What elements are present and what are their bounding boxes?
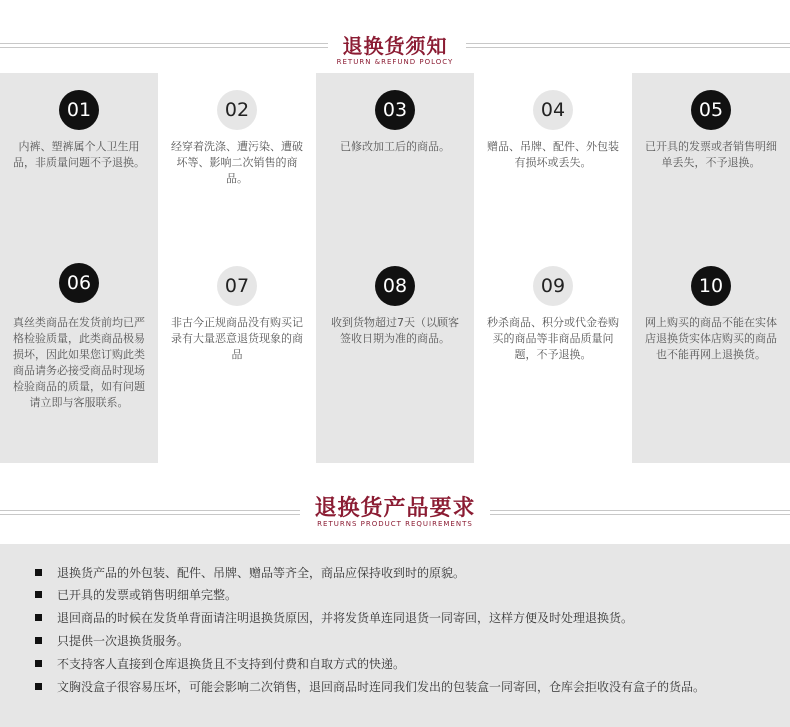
requirement-text: 文胸没盒子很容易压坏，可能会影响二次销售，退回商品时连同我们发出的包装盒一同寄回，仓库会拒收没有盒子的货品。 — [57, 680, 706, 694]
policy-text: 已修改加工后的商品。 — [340, 140, 450, 153]
bullet-icon — [35, 591, 42, 598]
policy-card — [158, 73, 316, 245]
requirements-header — [0, 463, 790, 544]
policy-number: 02 — [217, 90, 257, 130]
policy-card — [0, 73, 158, 245]
policy-number: 01 — [59, 90, 99, 130]
policy-number: 04 — [533, 90, 573, 130]
requirements-list — [0, 544, 790, 727]
policy-number: 05 — [691, 90, 731, 130]
list-item — [35, 607, 633, 629]
policy-text: 经穿着洗涤、遭污染、遭破坏等、影响二次销售的商品。 — [171, 140, 303, 185]
bullet-icon — [35, 637, 42, 644]
policy-subtitle: RETURN &REFUND POLOCY — [336, 58, 454, 66]
policy-number: 07 — [217, 266, 257, 306]
policy-grid — [0, 73, 790, 463]
policy-card — [474, 245, 632, 463]
policy-header — [0, 0, 790, 73]
policy-text: 内裤、塑裤属个人卫生用品，非质量问题不予退换。 — [13, 140, 145, 169]
requirements-subtitle: RETURNS PRODUCT REQUIREMENTS — [317, 520, 473, 528]
requirements-title: 退换货产品要求 — [314, 495, 476, 521]
list-item — [35, 630, 189, 652]
policy-card — [316, 245, 474, 463]
list-item — [35, 584, 237, 606]
policy-number: 06 — [59, 263, 99, 303]
bullet-icon — [35, 683, 42, 690]
policy-card — [632, 73, 790, 245]
policy-number: 09 — [533, 266, 573, 306]
list-item — [35, 676, 705, 698]
policy-number: 03 — [375, 90, 415, 130]
policy-card — [158, 245, 316, 463]
requirement-text: 只提供一次退换货服务。 — [57, 634, 190, 648]
policy-text: 收到货物超过7天（以顾客签收日期为准的商品。 — [331, 316, 459, 345]
requirement-text: 已开具的发票或销售明细单完整。 — [57, 588, 238, 602]
list-item — [35, 653, 405, 675]
policy-card — [316, 73, 474, 245]
list-item — [35, 562, 465, 584]
policy-card — [632, 245, 790, 463]
policy-text: 网上购买的商品不能在实体店退换货实体店购买的商品也不能再网上退换货。 — [645, 316, 777, 361]
bullet-icon — [35, 660, 42, 667]
policy-card — [474, 73, 632, 245]
bullet-icon — [35, 614, 42, 621]
bullet-icon — [35, 569, 42, 576]
policy-title: 退换货须知 — [342, 34, 448, 58]
policy-text: 非古今正规商品没有购买记录有大量恶意退货现象的商品 — [171, 316, 303, 361]
requirement-text: 不支持客人直接到仓库退换货且不支持到付费和自取方式的快递。 — [57, 657, 406, 671]
policy-text: 赠品、吊牌、配件、外包装有损坏或丢失。 — [487, 140, 619, 169]
policy-text: 真丝类商品在发货前均已严格检验质量，此类商品极易损坏，因此如果您订购此类商品请务必接受商品时现场检验商品的质量，如有问题请立即与客服联系。 — [13, 316, 145, 409]
policy-card — [0, 245, 158, 463]
policy-number: 10 — [691, 266, 731, 306]
policy-text: 秒杀商品、积分或代金卷购买的商品等非商品质量问题，不予退换。 — [487, 316, 619, 361]
requirement-text: 退换货产品的外包装、配件、吊牌、赠品等齐全，商品应保持收到时的原貌。 — [57, 566, 466, 580]
policy-number: 08 — [375, 266, 415, 306]
requirement-text: 退回商品的时候在发货单背面请注明退换货原因，并将发货单连同退货一同寄回，这样方便及时处理退换货。 — [57, 611, 634, 625]
policy-text: 已开具的发票或者销售明细单丢失，不予退换。 — [645, 140, 777, 169]
